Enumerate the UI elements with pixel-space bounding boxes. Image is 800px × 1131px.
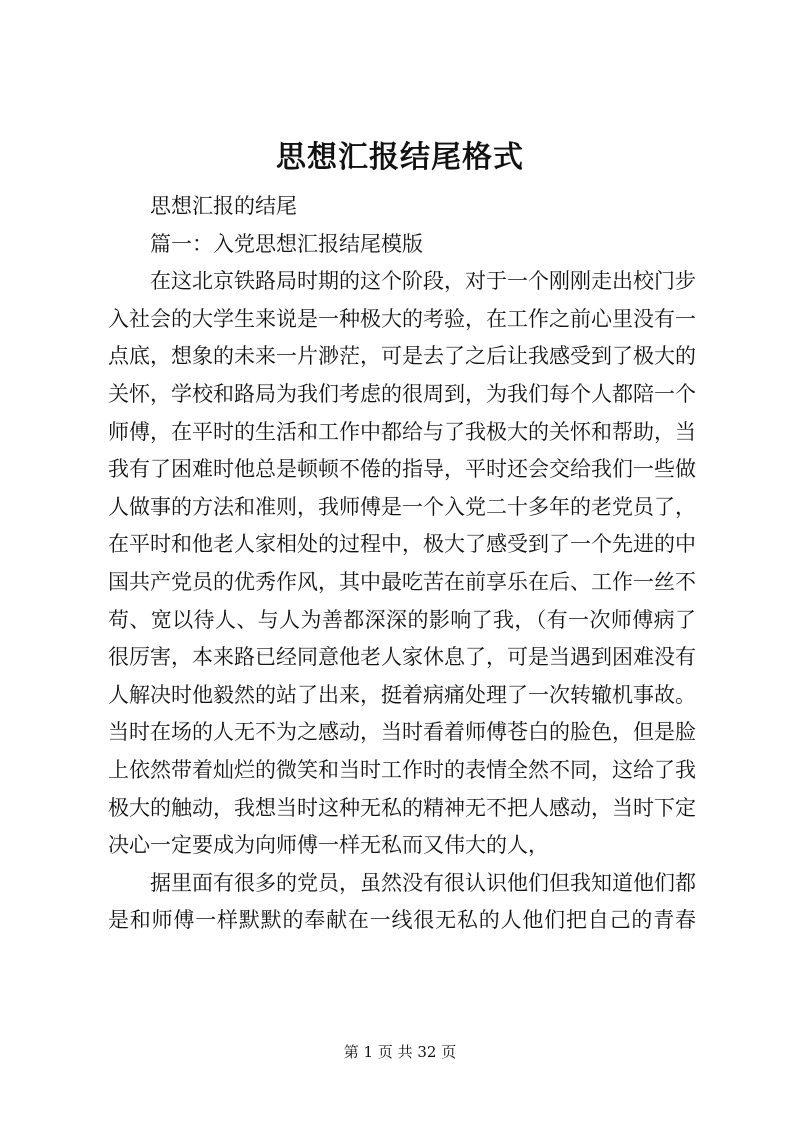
paragraph-2 xyxy=(108,865,696,940)
paragraph-line: 师傅，在平时的生活和工作中都给与了我极大的关怀和帮助，当 xyxy=(108,419,696,444)
subtitle-paragraph xyxy=(108,188,696,226)
page-footer: 第 1 页 共 32 页 xyxy=(343,1043,457,1061)
paragraph-line: 点底，想象的未来一片渺茫，可是去了之后让我感受到了极大的 xyxy=(108,344,696,369)
section-heading-paragraph xyxy=(108,226,696,264)
paragraph-line: 据里面有很多的党员，虽然没有很认识他们但我知道他们都 xyxy=(150,870,696,895)
paragraph-line: 在这北京铁路局时期的这个阶段，对于一个刚刚走出校门步 xyxy=(150,269,696,294)
paragraph-line: 上依然带着灿烂的微笑和当时工作时的表情全然不同，这给了我 xyxy=(108,757,696,782)
section-heading-line: 篇一：入党思想汇报结尾模版 xyxy=(150,231,423,256)
paragraph-line: 关怀，学校和路局为我们考虑的很周到，为我们每个人都陪一个 xyxy=(108,381,696,406)
subtitle-line: 思想汇报的结尾 xyxy=(150,194,297,218)
paragraph-line: 决心一定要成为向师傅一样无私而又伟大的人， xyxy=(108,833,549,858)
paragraph-line: 是和师傅一样默默的奉献在一线很无私的人他们把自己的青春 xyxy=(108,908,696,933)
paragraph-line: 人解决时他毅然的站了出来，挺着病痛处理了一次转辙机事故。 xyxy=(108,682,696,707)
paragraph-line: 当时在场的人无不为之感动，当时看着师傅苍白的脸色，但是脸 xyxy=(108,720,696,745)
paragraph-line: 在平时和他老人家相处的过程中，极大了感受到了一个先进的中 xyxy=(108,532,696,557)
paragraph-line: 人做事的方法和准则，我师傅是一个入党二十多年的老党员了， xyxy=(108,494,696,519)
paragraph-line: 极大的触动，我想当时这种无私的精神无不把人感动，当时下定 xyxy=(108,795,696,820)
paragraph-line: 入社会的大学生来说是一种极大的考验，在工作之前心里没有一 xyxy=(108,306,696,331)
paragraph-line: 苟、宽以待人、与人为善都深深的影响了我，（有一次师傅病了 xyxy=(108,607,696,632)
paragraph-line: 我有了困难时他总是顿顿不倦的指导，平时还会交给我们一些做 xyxy=(108,457,696,482)
paragraph-1 xyxy=(108,263,696,865)
paragraph-line: 很厉害，本来路已经同意他老人家休息了，可是当遇到困难没有 xyxy=(108,645,696,670)
document-body xyxy=(108,188,696,940)
paragraph-line: 国共产党员的优秀作风，其中最吃苦在前享乐在后、工作一丝不 xyxy=(108,569,696,594)
document-title: 思想汇报结尾格式 xyxy=(276,140,524,175)
